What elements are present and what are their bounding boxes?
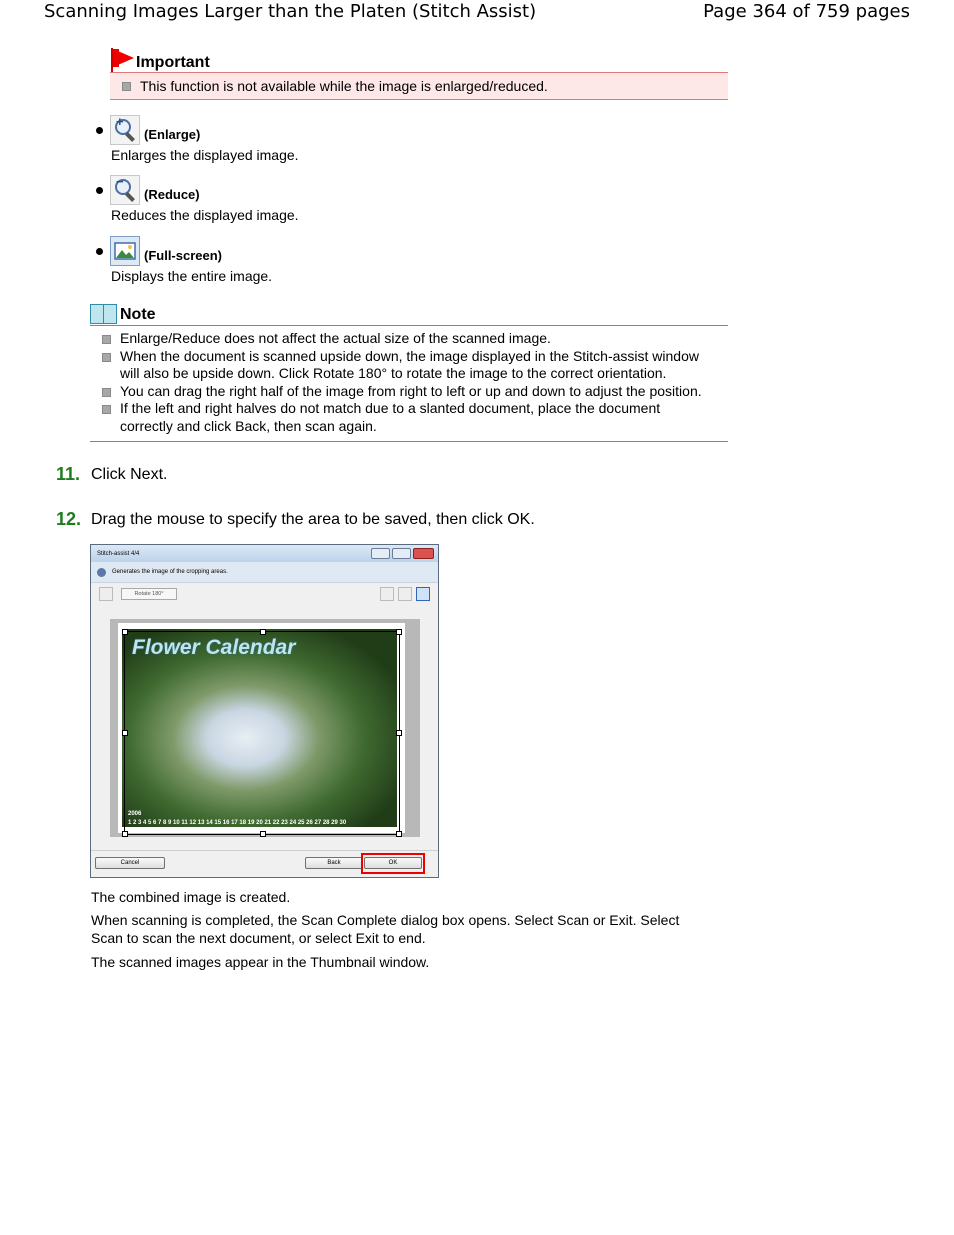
step-number: 11. bbox=[56, 464, 81, 484]
stitch-assist-dialog bbox=[90, 544, 439, 878]
reduce-item bbox=[96, 175, 736, 223]
ok-highlight-frame bbox=[361, 853, 425, 874]
crop-handle[interactable] bbox=[122, 629, 128, 635]
note-title: Note bbox=[120, 306, 156, 323]
full-screen-description: Displays the entire image. bbox=[111, 268, 273, 284]
square-bullet-icon bbox=[102, 388, 111, 397]
info-icon bbox=[97, 568, 106, 577]
note-item-text: You can drag the right half of the image from right to left or up and down to adjust the position. bbox=[120, 382, 702, 399]
dialog-title-bar bbox=[91, 545, 438, 562]
full-screen-icon[interactable] bbox=[416, 587, 430, 601]
paragraph: The scanned images appear in the Thumbnail window. bbox=[91, 954, 430, 970]
important-heading bbox=[110, 44, 728, 72]
note-book-icon bbox=[90, 304, 116, 324]
zoom-in-icon[interactable] bbox=[380, 587, 394, 601]
note-list bbox=[90, 326, 728, 442]
note-item bbox=[90, 348, 728, 383]
image-preview-area[interactable] bbox=[110, 619, 420, 837]
scanned-photo bbox=[118, 623, 405, 833]
paragraph: The combined image is created. bbox=[91, 889, 291, 905]
calendar-days: 1 2 3 4 5 6 7 8 9 10 11 12 13 14 15 16 17 18 19 20 21 22 23 24 25 26 27 28 29 30 bbox=[128, 820, 347, 826]
calendar-year: 2006 bbox=[128, 811, 142, 817]
page-header-title: Scanning Images Larger than the Platen (Stitch Assist) bbox=[44, 1, 537, 22]
crop-handle[interactable] bbox=[260, 629, 266, 635]
square-bullet-icon bbox=[102, 353, 111, 362]
square-bullet-icon bbox=[122, 82, 131, 91]
note-item-text: If the left and right halves do not match due to a slanted document, place the document correctly and click Back, then scan again. bbox=[120, 400, 661, 434]
note-item bbox=[90, 400, 728, 435]
dialog-button-bar bbox=[91, 850, 438, 877]
reduce-label: (Reduce) bbox=[144, 186, 200, 202]
crop-handle[interactable] bbox=[260, 831, 266, 837]
square-bullet-icon bbox=[102, 335, 111, 344]
red-flag-icon bbox=[110, 48, 134, 72]
dialog-title: Stitch-assist 4/4 bbox=[97, 550, 140, 557]
close-button[interactable] bbox=[413, 548, 434, 559]
dialog-toolbar bbox=[91, 583, 438, 605]
step-text: Click Next. bbox=[91, 465, 168, 483]
bullet-dot bbox=[96, 127, 103, 134]
ok-button[interactable]: OK bbox=[364, 857, 422, 869]
minimize-button[interactable] bbox=[371, 548, 390, 559]
enlarge-description: Enlarges the displayed image. bbox=[111, 147, 299, 163]
crop-handle[interactable] bbox=[396, 730, 402, 736]
bullet-dot bbox=[96, 187, 103, 194]
crop-handle[interactable] bbox=[396, 629, 402, 635]
full-screen-label: (Full-screen) bbox=[144, 247, 223, 263]
bullet-dot bbox=[96, 248, 103, 255]
step-number: 12. bbox=[56, 509, 82, 529]
zoom-out-icon: − bbox=[110, 175, 140, 205]
maximize-button[interactable] bbox=[392, 548, 411, 559]
full-screen-icon bbox=[110, 236, 140, 266]
zoom-in-icon: + bbox=[110, 115, 140, 145]
important-item bbox=[110, 72, 728, 100]
page-icon bbox=[99, 587, 113, 601]
enlarge-item bbox=[96, 115, 736, 163]
dialog-info-bar bbox=[91, 562, 438, 583]
page-number: Page 364 of 759 pages bbox=[703, 1, 910, 22]
note-item-text: When the document is scanned upside down, the image displayed in the Stitch-assist window will also be upside down. Click Rotate 180° to rotate the image to the correct orientation. bbox=[120, 347, 699, 381]
full-screen-item bbox=[96, 236, 736, 284]
step-11 bbox=[56, 464, 167, 485]
note-item bbox=[90, 383, 728, 401]
step-text: Drag the mouse to specify the area to be saved, then click OK. bbox=[91, 510, 535, 528]
note-item bbox=[90, 330, 728, 348]
step-12 bbox=[56, 509, 535, 530]
crop-handle[interactable] bbox=[122, 831, 128, 837]
important-title: Important bbox=[136, 54, 210, 71]
paragraph: When scanning is completed, the Scan Complete dialog box opens. Select Scan or Exit. Select Scan to scan the next document, or select Exit to end. bbox=[91, 912, 680, 946]
important-item-text: This function is not available while the image is enlarged/reduced. bbox=[140, 78, 548, 94]
note-item-text: Enlarge/Reduce does not affect the actual size of the scanned image. bbox=[120, 330, 551, 346]
cancel-button[interactable]: Cancel bbox=[95, 857, 165, 869]
note-section bbox=[90, 300, 728, 442]
enlarge-label: (Enlarge) bbox=[144, 126, 201, 142]
back-button[interactable]: Back bbox=[305, 857, 363, 869]
reduce-description: Reduces the displayed image. bbox=[111, 207, 299, 223]
crop-frame[interactable] bbox=[124, 631, 400, 835]
dialog-info-text: Generates the image of the cropping areas. bbox=[112, 569, 228, 575]
rotate-180-button[interactable]: Rotate 180° bbox=[121, 588, 177, 600]
square-bullet-icon bbox=[102, 405, 111, 414]
important-section bbox=[110, 44, 728, 100]
note-heading bbox=[90, 300, 728, 326]
calendar-title: Flower Calendar bbox=[132, 636, 296, 659]
crop-handle[interactable] bbox=[122, 730, 128, 736]
zoom-out-icon[interactable] bbox=[398, 587, 412, 601]
crop-handle[interactable] bbox=[396, 831, 402, 837]
